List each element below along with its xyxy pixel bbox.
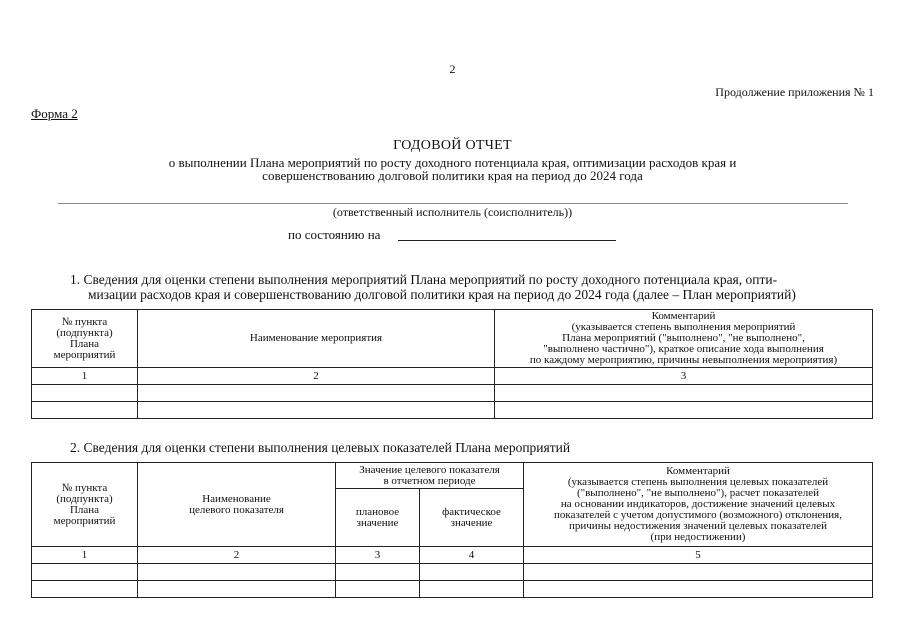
table-cell[interactable]	[32, 581, 138, 598]
header-text: в отчетном периоде	[383, 474, 476, 487]
table-cell[interactable]	[420, 564, 524, 581]
table-cell[interactable]	[336, 564, 420, 581]
column-number-row	[32, 368, 873, 385]
column-number: 5	[524, 547, 873, 564]
table-cell[interactable]	[524, 564, 873, 581]
header-text: значение	[450, 516, 493, 529]
header-text: причины недостижения значений целевых показателей	[569, 520, 828, 532]
header-text: Комментарий	[666, 465, 730, 477]
header-text: Плана мероприятий ("выполнено", "не выполнено",	[562, 332, 805, 344]
report-title: ГОДОВОЙ ОТЧЕТ	[393, 138, 512, 153]
as-of-fill-line[interactable]	[398, 240, 616, 241]
table-row	[32, 385, 873, 402]
subtitle-line-2: совершенствованию долговой политики края на период до 2024 года	[262, 168, 643, 183]
table-activities	[31, 309, 873, 419]
table-header-row	[32, 310, 873, 368]
header-actual-value	[420, 489, 524, 547]
table-cell[interactable]	[32, 402, 138, 419]
table-cell[interactable]	[138, 581, 336, 598]
table-row	[32, 564, 873, 581]
table-cell[interactable]	[32, 385, 138, 402]
header-comment	[495, 310, 873, 368]
report-subtitle	[90, 156, 815, 182]
header-text: Плана	[69, 503, 100, 516]
column-number: 1	[32, 547, 138, 564]
header-indicator-value-group	[336, 463, 524, 489]
header-text: "выполнено частично"), краткое описание хода выполнения	[543, 343, 824, 355]
header-text: № пункта	[61, 481, 108, 494]
header-text: значение	[356, 516, 399, 529]
table-row	[32, 402, 873, 419]
as-of-label: по состоянию на	[288, 227, 381, 242]
appendix-note: Продолжение приложения № 1	[715, 85, 874, 99]
section-1-heading	[70, 272, 875, 302]
section-2-heading: 2. Сведения для оценки степени выполнения целевых показателей Плана мероприятий	[70, 440, 571, 455]
header-text: (указывается степень выполнения мероприятий	[571, 321, 796, 333]
header-text: (подпункта)	[56, 326, 113, 339]
header-text: показателей с учетом допустимого (возможного) отклонения,	[554, 509, 842, 521]
subtitle-line-1: о выполнении Плана мероприятий по росту доходного потенциала края, оптимизации расходов края и	[168, 155, 737, 170]
header-text: мероприятий	[53, 348, 116, 361]
header-text: Плана	[69, 337, 100, 350]
header-text: ("выполнено", "не выполнено"), расчет показателей	[576, 487, 820, 499]
header-item-number	[32, 463, 138, 547]
header-comment	[524, 463, 873, 547]
header-text: Комментарий	[651, 310, 716, 322]
column-number: 4	[420, 547, 524, 564]
table-header-row	[32, 463, 873, 489]
table-row	[32, 581, 873, 598]
column-number: 3	[336, 547, 420, 564]
column-number: 1	[32, 368, 138, 385]
header-text: по каждому мероприятию, причины невыполнения мероприятия)	[529, 354, 838, 366]
header-text: целевого показателя	[189, 503, 284, 516]
column-number-row	[32, 547, 873, 564]
executor-caption: (ответственный исполнитель (соисполнитель))	[332, 205, 573, 219]
header-indicator-name	[138, 463, 336, 547]
table-cell[interactable]	[32, 564, 138, 581]
table-cell[interactable]	[138, 564, 336, 581]
table-cell[interactable]	[138, 385, 495, 402]
section-1-line-2: мизации расходов края и совершенствованию долговой политики края на период до 2024 года (далее – План мероприятий)	[88, 287, 796, 302]
header-text: (при недостижении)	[650, 531, 746, 543]
header-planned-value	[336, 489, 420, 547]
column-number: 2	[138, 547, 336, 564]
column-number: 3	[495, 368, 873, 385]
page-number: 2	[449, 62, 456, 76]
section-1-line-1: 1. Сведения для оценки степени выполнения мероприятий Плана мероприятий по росту доходного потенциала края, опти-	[70, 272, 778, 287]
header-text: (указывается степень выполнения целевых показателей	[567, 476, 829, 488]
table-cell[interactable]	[495, 402, 873, 419]
header-text: плановое	[355, 505, 400, 518]
header-text: Значение целевого показателя	[359, 463, 500, 476]
table-cell[interactable]	[420, 581, 524, 598]
table-cell[interactable]	[495, 385, 873, 402]
form-label: Форма 2	[31, 106, 78, 121]
header-activity-name: Наименование мероприятия	[138, 310, 495, 368]
header-text: фактическое	[442, 505, 501, 518]
table-cell[interactable]	[524, 581, 873, 598]
header-text: (подпункта)	[56, 492, 113, 505]
header-text: № пункта	[61, 315, 108, 328]
header-item-number	[32, 310, 138, 368]
executor-fill-line[interactable]	[58, 203, 848, 204]
table-indicators	[31, 462, 873, 598]
header-text: Наименование	[202, 492, 271, 505]
table-cell[interactable]	[138, 402, 495, 419]
header-text: на основании индикаторов, достижение значений целевых	[560, 498, 836, 510]
column-number: 2	[138, 368, 495, 385]
header-text: мероприятий	[53, 514, 116, 527]
table-cell[interactable]	[336, 581, 420, 598]
